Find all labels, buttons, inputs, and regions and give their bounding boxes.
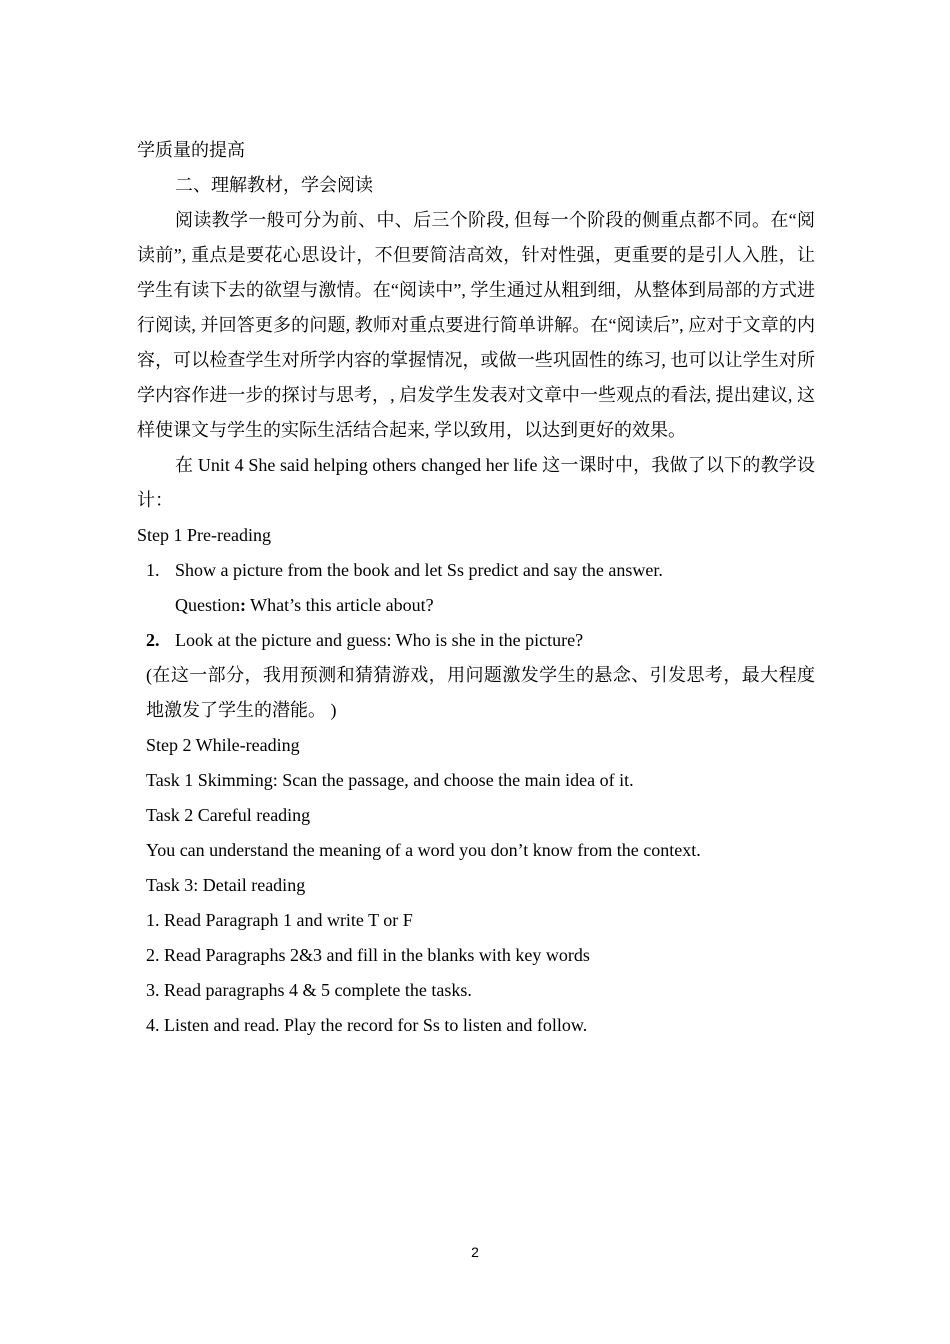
paragraph-unit-intro: 在 Unit 4 She said helping others changed her life 这一课时中，我做了以下的教学设计： (137, 455, 815, 510)
teaching-note: (在这一部分，我用预测和猜猜游戏，用问题激发学生的悬念、引发思考，最大程度地激发了学生的潜能。 ) (146, 665, 815, 720)
list-item (137, 623, 815, 658)
detail-item: 4. Listen and read. Play the record for Ss to listen and follow. (146, 1015, 588, 1035)
detail-item: 2. Read Paragraphs 2&3 and fill in the blanks with key words (146, 945, 590, 965)
question-line (137, 588, 815, 623)
page-number: 2 (471, 1244, 479, 1260)
task3-line: Task 3: Detail reading (146, 875, 306, 895)
list-item (137, 553, 815, 588)
text-line-continuation: 学质量的提高 (137, 140, 245, 160)
list-number: 1. (146, 560, 160, 580)
detail-item: 3. Read paragraphs 4 & 5 complete the tasks. (146, 980, 472, 1000)
context-line: You can understand the meaning of a word you don’t know from the context. (146, 840, 701, 860)
task1-line: Task 1 Skimming: Scan the passage, and choose the main idea of it. (146, 770, 634, 790)
list-number: 2. (146, 630, 160, 650)
list-text: Show a picture from the book and let Ss predict and say the answer. (175, 560, 663, 580)
document-body (137, 133, 815, 1043)
task2-line: Task 2 Careful reading (146, 805, 311, 825)
list-text: Look at the picture and guess: Who is she in the picture? (175, 630, 584, 650)
step1-heading: Step 1 Pre-reading (137, 525, 271, 545)
question-label: Question (175, 595, 240, 615)
question-text: What’s this article about? (246, 595, 434, 615)
section-heading: 二、理解教材，学会阅读 (175, 175, 373, 195)
step2-heading: Step 2 While-reading (146, 735, 300, 755)
paragraph-reading-stages: 阅读教学一般可分为前、中、后三个阶段, 但每一个阶段的侧重点都不同。在“阅读前”, 重点是要花心思设计，不但要简洁高效，针对性强，更重要的是引人入胜，让学生有读下去的欲望与激情。在“阅读中”, 学生通过从粗到细，从整体到局部的方式进行阅读, 并回答更多的问题, 教师对重点要进行简单讲解。在“阅读后”, 应对于文章的内容，可以检查学生对所学内容的掌握情况，或做一些巩固性的练习, 也可以让学生对所学内容作进一步的探讨与思考，, 启发学生发表对文章中一些观点的看法, 提出建议, 这样使课文与学生的实际生活结合起来, 学以致用，以达到更好的效果。 (137, 210, 815, 440)
detail-item: 1. Read Paragraph 1 and write T or F (146, 910, 413, 930)
question-colon: : (240, 595, 246, 615)
